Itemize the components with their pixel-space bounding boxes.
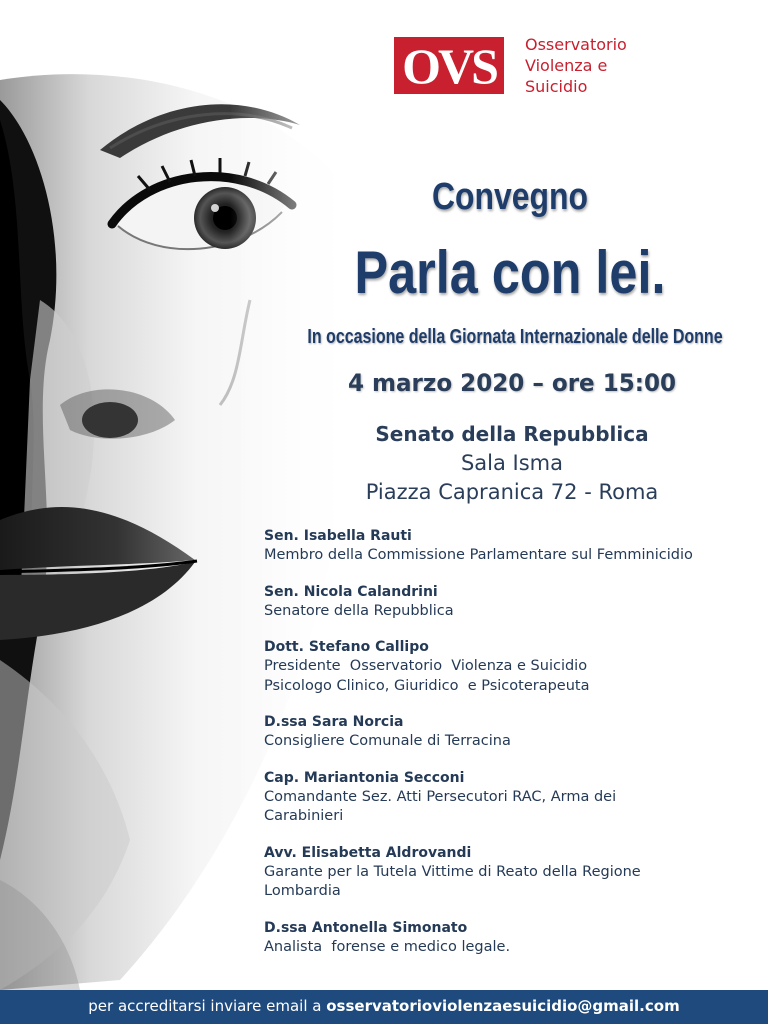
speaker-name: Dott. Stefano Callipo bbox=[264, 639, 429, 655]
speaker-role: Comandante Sez. Atti Persecutori RAC, Arma dei bbox=[264, 788, 617, 805]
speaker-item bbox=[264, 713, 734, 752]
speaker-role: Carabinieri bbox=[264, 808, 344, 824]
event-occasion: In occasione della Giornata Internazionale delle Donne bbox=[307, 326, 723, 348]
svg-text:OVS: OVS bbox=[402, 38, 496, 94]
speaker-role: Garante per la Tutela Vittime di Reato della Regione bbox=[264, 863, 641, 880]
footer-prefix: per accreditarsi inviare email a bbox=[88, 997, 327, 1015]
event-venue bbox=[300, 419, 724, 507]
speaker-name: D.ssa Sara Norcia bbox=[264, 714, 404, 730]
speaker-role: Senatore della Repubblica bbox=[264, 602, 454, 619]
speaker-list bbox=[264, 527, 734, 974]
speaker-item bbox=[264, 844, 734, 902]
speaker-role: Presidente Osservatorio Violenza e Suicidio bbox=[264, 658, 588, 674]
organization-name bbox=[525, 34, 627, 97]
venue-address: Piazza Capranica 72 - Roma bbox=[365, 480, 659, 504]
event-date: 4 marzo 2020 – ore 15:00 bbox=[347, 369, 677, 397]
org-line-2: Violenza e bbox=[525, 56, 608, 75]
speaker-item bbox=[264, 527, 734, 566]
speaker-item bbox=[264, 769, 734, 827]
org-line-3: Suicidio bbox=[525, 77, 588, 96]
event-title: Parla con lei. bbox=[354, 239, 666, 306]
speaker-role: Membro della Commissione Parlamentare sul Femminicidio bbox=[264, 547, 693, 563]
speaker-item bbox=[264, 638, 734, 696]
speaker-role: Consigliere Comunale di Terracina bbox=[264, 733, 511, 749]
speaker-name: Avv. Elisabetta Aldrovandi bbox=[264, 844, 472, 861]
registration-footer bbox=[0, 990, 768, 1024]
speaker-name: D.ssa Antonella Simonato bbox=[264, 919, 468, 936]
org-line-1: Osservatorio bbox=[525, 35, 627, 54]
event-kicker: Convegno bbox=[431, 176, 589, 218]
speaker-item bbox=[264, 583, 734, 622]
speaker-name: Sen. Isabella Rauti bbox=[264, 528, 412, 544]
speaker-role: Analista forense e medico legale. bbox=[264, 938, 511, 955]
ovs-logo bbox=[394, 37, 504, 94]
footer-email-link[interactable]: osservatorioviolenzaesuicidio@gmail.com bbox=[326, 997, 680, 1015]
speaker-name: Sen. Nicola Calandrini bbox=[264, 583, 438, 600]
speaker-name: Cap. Mariantonia Secconi bbox=[264, 769, 465, 786]
speaker-role: Lombardia bbox=[264, 883, 341, 899]
venue-building: Senato della Repubblica bbox=[375, 422, 649, 446]
venue-room: Sala Isma bbox=[460, 451, 564, 475]
speaker-item bbox=[264, 919, 734, 958]
speaker-role: Psicologo Clinico, Giuridico e Psicoterapeuta bbox=[264, 677, 590, 694]
